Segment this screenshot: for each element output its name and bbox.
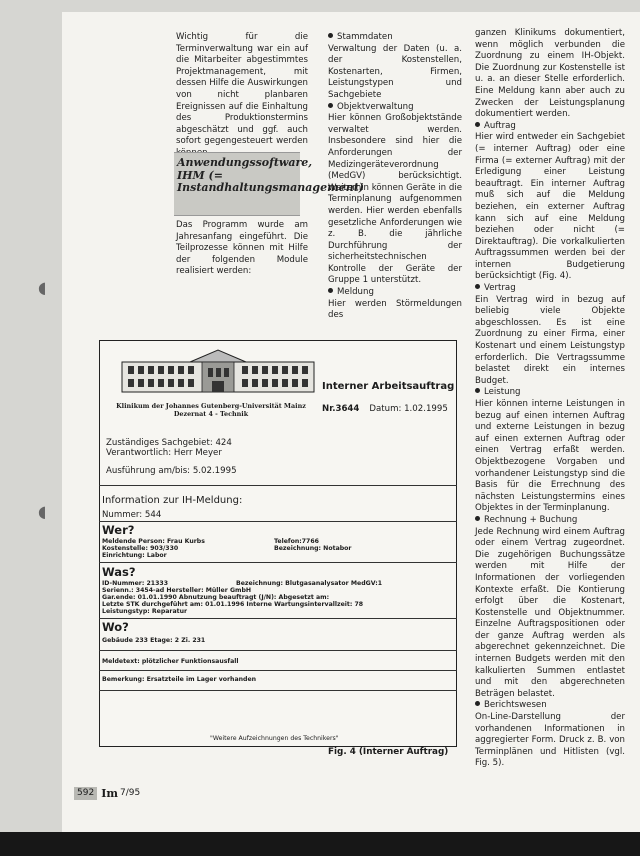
list-item: Objektverwaltung (328, 102, 462, 114)
order-number: Nr.3644 Datum: 1.02.1995 (322, 404, 448, 414)
bullet-icon (475, 122, 480, 127)
was-leistungstyp: Leistungstyp: Reparatur (102, 608, 188, 615)
list-item-text: Jede Rechnung wird einem Auftrag oder einem Vertrag zugeordnet. Die zugehörigen Buchungssätze werden mit Hilfe der Informationen der vorliegenden Kontexte erfaßt. Die Kontierung erfolgt über die Kostenart, Kostenstelle und Objektnummer. Einzelne Auftragspositionen oder der ganze Auftrag werden als abgerechnet gekennzeichnet. Die internen Budgets werden mit den kalkulierten Summen entlastet und mit den abgerechneten Beträgen belastet. (475, 526, 625, 699)
column-2 (328, 32, 462, 322)
divider (99, 521, 457, 522)
section-wer: Wer? (102, 523, 135, 537)
bullet-icon (475, 516, 480, 521)
list-item-text: Hier können interne Leistungen in bezug auf einen internen Auftrag und externe Leistungen in bezug auf einen externen Auftrag oder einen Vertrag erfaßt werden. Objektbezogene Vorgaben und vorhandener Leistungstyp sind die Basis für die Errechnung des nächsten Leistungstermins eines Objektes in der Terminplanung. (475, 399, 625, 514)
list-item: Vertrag (475, 283, 625, 295)
list-item: Auftrag (475, 121, 625, 133)
info-heading: Information zur IH-Meldung: (102, 495, 243, 506)
ausfuehrung: Ausführung am/bis: 5.02.1995 (106, 466, 237, 476)
list-item: Meldung (328, 287, 462, 299)
list-item: Rechnung + Buchung (475, 515, 625, 527)
bullet-icon (475, 284, 480, 289)
was-id: ID-Nummer: 21333 (102, 580, 169, 587)
wer-einrichtung: Einrichtung: Labor (102, 552, 167, 559)
divider (99, 690, 457, 691)
was-stk: Letzte STK durchgeführt am: 01.01.1996 Interne Wartungsintervallzeit: 78 (102, 601, 364, 608)
list-item: Berichtswesen (475, 700, 625, 712)
list-item: Leistung (475, 387, 625, 399)
bullet-icon (475, 388, 480, 393)
bullet-icon (328, 103, 333, 108)
wer-telefon: Telefon:7766 (274, 538, 319, 545)
column-1-top-text: Wichtig für die Terminverwaltung war ein auf die Mitarbeiter abgestimmtes Projektmanagement, mit dessen Hilfe die Auswirkungen von nicht planbaren Ereignissen auf die Einhaltung des Produktionstermins abgeschätzt und ggf. auch sofort gegengesteuert werden (176, 32, 308, 147)
list-item-text: Hier werden Störmeldungen des (328, 298, 462, 321)
wer-kostenstelle: Kostenstelle: 903/330 (102, 545, 179, 552)
section-heading-box (174, 152, 364, 216)
was-garantie: Gar.ende: 01.01.1990 Abnutzung beauftragt (J/N): Abgesetzt am: (102, 594, 330, 601)
wo-ort: Gebäude 233 Etage: 2 Zi. 231 (102, 637, 206, 644)
divider (99, 562, 457, 563)
divider (99, 618, 457, 619)
bullet-icon (328, 288, 333, 293)
verantwortlich: Verantwortlich: Herr Meyer (106, 448, 222, 458)
list-item-text: On-Line-Darstellung der vorhandenen Informationen in aggregierter Form. Druck z. B. von Terminplänen und Hitlisten (vgl. Fig. 5). (475, 712, 625, 769)
list-item-text: Verwaltung der Daten (u. a. der Kostenstellen, Kostenarten, Firmen, Leistungstypen und Sachgebiete (328, 43, 462, 100)
meldetext: Meldetext: plötzlicher Funktionsausfall (102, 658, 239, 665)
wer-bezeichnung: Bezeichnung: Notabor (274, 545, 352, 552)
meldung-nummer: Nummer: 544 (102, 510, 162, 520)
column-3-lead: ganzen Klinikums dokumentiert, wenn möglich verbunden die Zuordnung zu einem IH-Objekt. Die Zuordnung zur Kostenstelle ist u. a. an dieser Stelle erforderlich. Eine Meldung kann aber auch zu Zwecken der Leistungsplanung dokumentiert werden. (475, 28, 625, 120)
was-serien: Serienn.: 3454-ad Hersteller: Müller GmbH (102, 587, 252, 594)
bullet-icon (328, 33, 333, 38)
page-number: 592 (74, 787, 97, 800)
page-footer (74, 786, 140, 800)
figure-caption: Fig. 4 (Interner Auftrag) (328, 747, 449, 757)
list-item: Stammdaten (328, 32, 462, 44)
techniker-notes: "Weitere Aufzeichnungen des Technikers" (210, 735, 339, 742)
list-item-text: Hier wird entweder ein Sachgebiet (= interner Auftrag) oder eine Firma (= externer Auftrag) mit der Erledigung einer Leistung beauftragt. Ein interner Auftrag muß sich auf die Meldung beziehen, ein externer Auftrag kann sich auf eine Meldung beziehen oder nicht (= Direktauftrag). Die vorkalkulierten Auftragssummen werden bei der internen Budgetierung berücksichtigt (Fig. 4). (475, 132, 625, 282)
bullet-icon (475, 701, 480, 706)
issue-number: 7/95 (119, 788, 141, 798)
was-bezeichnung: Bezeichnung: Blutgasanalysator MedGV:1 (236, 580, 382, 587)
column-1-bottom-text: Das Programm wurde am Jahresanfang eingeführt. Die Teilprozesse können mit Hilfe der folgenden Module realisiert werden: (176, 220, 308, 277)
binding-hole-icon: ◖ (38, 502, 47, 521)
building-illustration (120, 348, 316, 394)
divider (99, 485, 457, 486)
bemerkung: Bemerkung: Ersatzteile im Lager vorhanden (102, 676, 257, 683)
clinic-name: Klinikum der Johannes Gutenberg-Universität Mainz Dezernat 4 - Technik (116, 402, 306, 418)
section-wo: Wo? (102, 620, 129, 634)
binding-hole-icon: ◖ (38, 278, 47, 297)
divider (99, 670, 457, 671)
column-3 (475, 28, 625, 770)
journal-logo: Im (101, 786, 118, 800)
section-was: Was? (102, 565, 136, 579)
scan-border (0, 832, 640, 856)
list-item-text: Ein Vertrag wird in bezug auf beliebig viele Objekte abgeschlossen. Es ist eine Zuordnung zu einer Firma, einer Kostenart und einem Leistungstyp erforderlich. Die Vertragssumme belastet direkt ein internes Budget. (475, 294, 625, 386)
divider (99, 650, 457, 651)
section-heading: Anwendungssoftware, IHM (= Instandhaltungsmanagement) (177, 156, 364, 194)
form-title: Interner Arbeitsauftrag (322, 381, 455, 392)
wer-person: Meldende Person: Frau Kurbs (102, 538, 205, 545)
sachgebiet: Zuständiges Sachgebiet: 424 (106, 438, 232, 448)
order-date: Datum: 1.02.1995 (369, 404, 448, 414)
list-item-text: Hier können Großobjektstände verwaltet werden. Insbesondere sind hier die Anforderungen der Medizingeräteverordnung (MedGV) berücksichtigt. Weiterhin können Geräte in die Terminplanung aufgenommen werden. Hier werden ebenfalls gesetzliche Anforderungen wie z. B. die jährliche Durchführung der sicherheitstechnischen Kontrolle der Geräte der Gruppe 1 unterstützt. (328, 113, 462, 286)
